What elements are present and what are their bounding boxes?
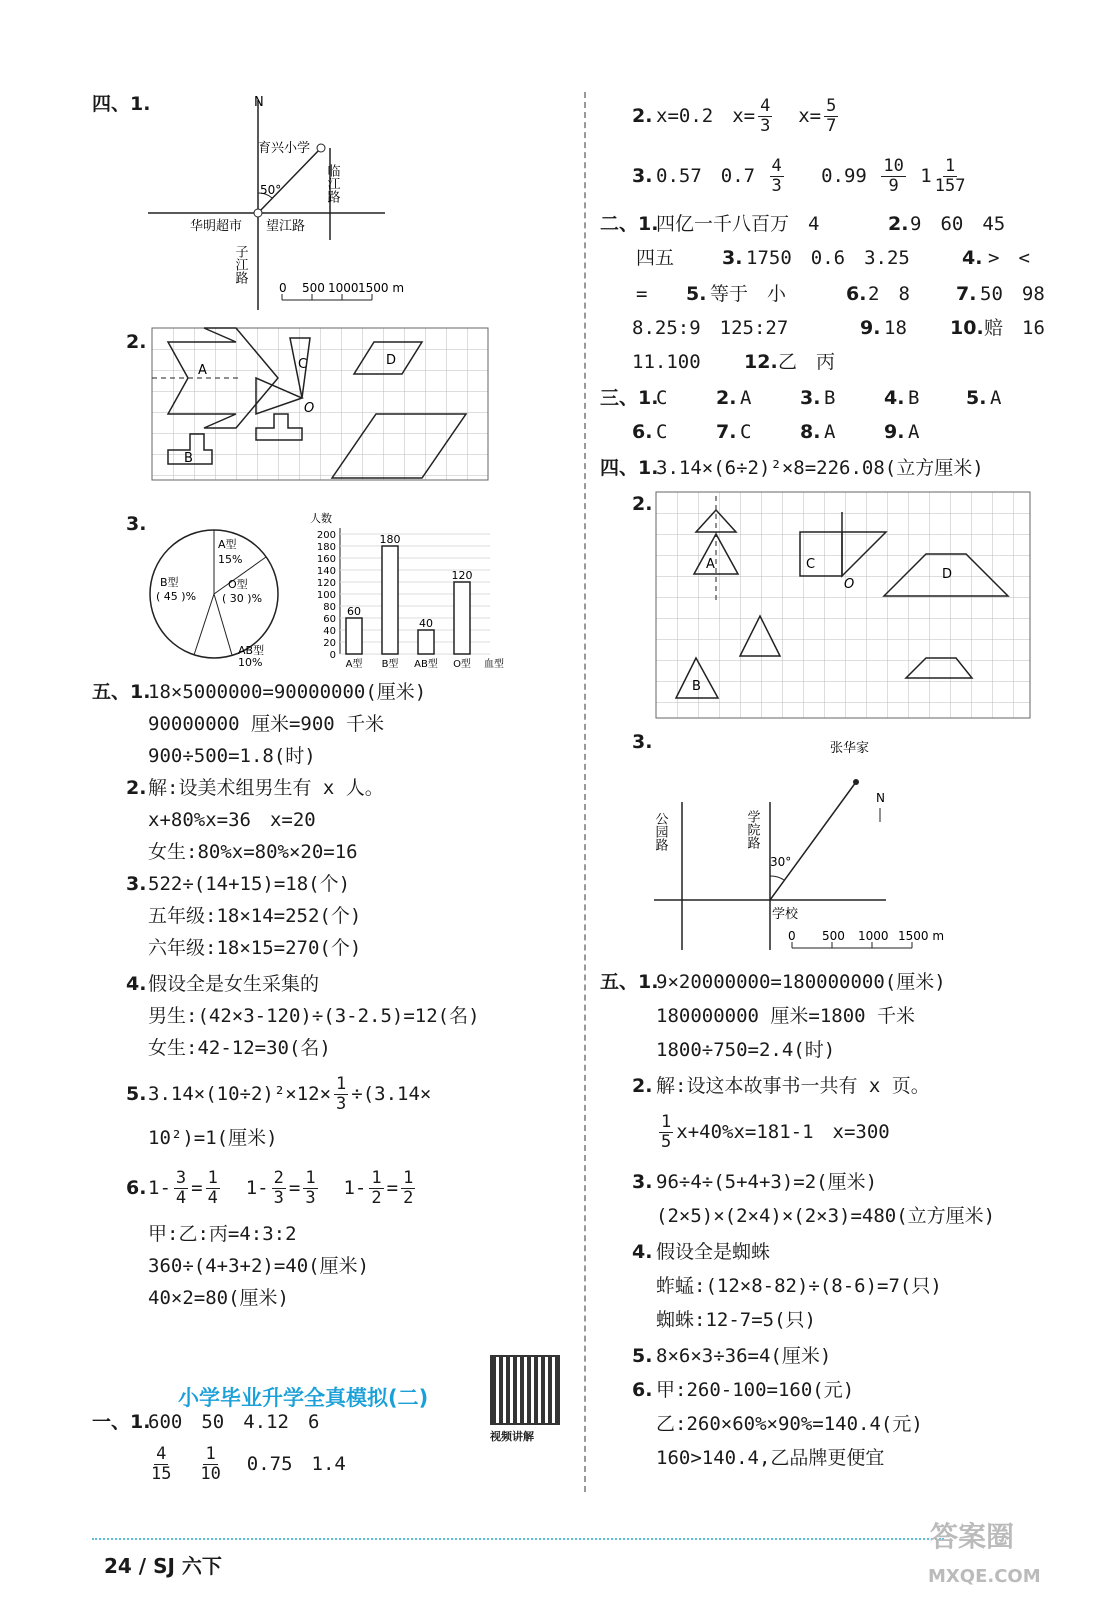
s2-q3: 1750 0.6 3.25 [746, 247, 910, 269]
s2-q5-label: 5. [686, 283, 707, 305]
pie-o-pct: ( 30 )% [222, 592, 263, 605]
s5r-q5-label: 5. [632, 1345, 653, 1367]
scale2-0: 0 [788, 929, 796, 943]
s3-a7: C [740, 421, 752, 443]
pie-b-label: B型 [160, 576, 179, 589]
s5r-q4-label: 4. [632, 1241, 653, 1263]
s5-q5-line2: 10²)=1(厘米) [148, 1127, 278, 1149]
s5-q6-line2: 甲:乙:丙=4:3:2 [148, 1223, 297, 1245]
x-tick-label: A型 [345, 659, 363, 670]
home-point [853, 779, 859, 785]
s5-q5-line1 [148, 1070, 431, 1118]
watermark: 答案圈 [930, 1520, 1015, 1553]
qr-code[interactable] [490, 1355, 560, 1425]
home-label: 张华家 [830, 741, 870, 756]
angle-label-2: 30° [770, 855, 792, 869]
s2-q6-label: 6. [846, 283, 867, 305]
s5-q1-line2: 90000000 厘米=900 千米 [148, 713, 385, 735]
s2-label: 二、1. [600, 213, 659, 235]
r2-label: 2. [632, 105, 653, 127]
label-d: D [386, 353, 397, 368]
road-mid-label: 望江路 [266, 219, 306, 234]
s5-q2-line2: x+80%x=36 x=20 [148, 809, 316, 831]
s4r-q2-label: 2. [632, 493, 653, 515]
s2-q1: 四亿一千八百万 4 [656, 213, 820, 235]
s2-q12-label: 12. [744, 351, 778, 373]
s5r-q4-line2: 蚱蜢:(12×8-82)÷(8-6)=7(只) [656, 1275, 942, 1297]
s5r-q6-label: 6. [632, 1379, 653, 1401]
bar-value-label: 40 [419, 617, 433, 630]
s5-q3-line2: 五年级:18×14=252(个) [148, 905, 362, 927]
watermark-url: MXQE.COM [928, 1566, 1041, 1587]
s2-q5: 等于 小 [710, 283, 787, 305]
pie-b-pct: ( 45 )% [156, 590, 197, 603]
x-tick-label: AB型 [414, 659, 438, 670]
s2-q6: 2 8 [868, 283, 910, 305]
y-tick-label: 20 [323, 638, 336, 649]
bar-value-label: 120 [451, 569, 473, 582]
s5r-q2-line1: 解:设这本故事书一共有 x 页。 [656, 1075, 930, 1097]
park-road-label: 公园路 [652, 812, 668, 851]
s5-q3-line1: 522÷(14+15)=18(个) [148, 873, 351, 895]
s5-q4-line3: 女生:42-12=30(名) [148, 1037, 331, 1059]
s3-label: 三、1. [600, 387, 659, 409]
s5r-q1-line1: 9×20000000=180000000(厘米) [656, 971, 946, 993]
s5-q5-fraction: $\frac{1}{3}$ [336, 1074, 347, 1114]
section-title-mock-2: 小学毕业升学全真模拟(二) [178, 1386, 429, 1410]
s2-q9: 18 [884, 317, 907, 339]
north-label: N [254, 95, 264, 110]
s3-l7: 7. [716, 421, 737, 443]
s2-q9-label: 9. [860, 317, 881, 339]
s4-q1-label: 四、1. [92, 93, 151, 115]
y-tick-label: 60 [323, 614, 336, 625]
s2-q8: 8.25:9 125:27 [632, 317, 789, 339]
pie-a-label: A型 [218, 538, 237, 551]
s2-q4: > < [988, 247, 1030, 269]
s5-q5-part-a: 3.14×(10÷2)²×12× [148, 1083, 332, 1105]
y-tick-label: 120 [316, 578, 336, 589]
x-tick-label: B型 [381, 659, 399, 670]
s5r-q6-line1: 甲:260-100=160(元) [656, 1379, 855, 1401]
college-road-label: 学院路 [744, 810, 760, 849]
s5r-q5-line1: 8×6×3÷36=4(厘米) [656, 1345, 832, 1367]
s3-a9: A [908, 421, 920, 443]
s5-q1-line3: 900÷500=1.8(时) [148, 745, 316, 767]
r2-line: x=0.2 x= $\frac{4}{3}$ x= $\frac{5}{7}$ [656, 96, 837, 136]
label-o2: O [844, 577, 855, 592]
grid-figure-1 [152, 328, 488, 484]
school-point [317, 144, 325, 152]
y-tick-label: 180 [316, 542, 336, 553]
s5-q6-label: 6. [126, 1177, 147, 1199]
s2-q2: 9 60 45 [910, 213, 1006, 235]
s5-label: 五、1. [92, 681, 151, 703]
bar-B型 [382, 546, 398, 654]
scale2-500: 500 [822, 929, 845, 943]
s5-q4-label: 4. [126, 973, 147, 995]
s5r-q6-line2: 乙:260×60%×90%=140.4(元) [656, 1413, 923, 1435]
s2-q4-cont: = [636, 283, 648, 305]
s4r-label: 四、1. [600, 457, 659, 479]
q2-label: 2. [126, 331, 147, 353]
s1-label: 一、1. [92, 1411, 151, 1433]
scale2-1500: 1500 m [898, 929, 945, 943]
s2-q7: 50 98 [980, 283, 1045, 305]
label-d2: D [942, 567, 953, 582]
y-tick-label: 0 [329, 650, 336, 661]
s3-a8: A [824, 421, 836, 443]
scale-500: 500 [302, 281, 325, 295]
s4r-q3-label: 3. [632, 731, 653, 753]
s2-q4-label: 4. [962, 247, 983, 269]
y-tick-label: 40 [323, 626, 336, 637]
bar-chart [300, 508, 510, 670]
s4r-q1: 3.14×(6÷2)²×8=226.08(立方厘米) [656, 457, 984, 479]
s5-q5-label: 5. [126, 1083, 147, 1105]
s2-q10: 赔 16 [984, 317, 1045, 339]
s5-q4-line2: 男生:(42×3-120)÷(3-2.5)=12(名) [148, 1005, 480, 1027]
school-label-2: 学校 [772, 907, 799, 922]
s2-q12: 乙 丙 [778, 351, 836, 373]
s3-a6: C [656, 421, 668, 443]
s5r-q4-line3: 蜘蛛:12-7=5(只) [656, 1309, 816, 1331]
y-tick-label: 80 [323, 602, 336, 613]
y-tick-label: 200 [316, 530, 336, 541]
s3-l9: 9. [884, 421, 905, 443]
scale-1000: 1000 [328, 281, 359, 295]
s5-q3-line3: 六年级:18×15=270(个) [148, 937, 362, 959]
s5-q6-line4: 40×2=80(厘米) [148, 1287, 289, 1309]
pie-o-label: O型 [228, 578, 248, 591]
s5r-q2-label: 2. [632, 1075, 653, 1097]
scale2-1000: 1000 [858, 929, 889, 943]
label-c: C [298, 357, 308, 372]
s2-q11: 11.100 [632, 351, 701, 373]
s3-a3: B [824, 387, 836, 409]
s3-a5: A [990, 387, 1002, 409]
s5r-q1-line2: 180000000 厘米=1800 千米 [656, 1005, 916, 1027]
s3-l5: 5. [966, 387, 987, 409]
s5-q3-label: 3. [126, 873, 147, 895]
label-b: B [184, 451, 193, 466]
bar-value-label: 60 [347, 605, 361, 618]
s5r-q3-line1: 96÷4÷(5+4+3)=2(厘米) [656, 1171, 878, 1193]
north-label-2: N [876, 791, 885, 805]
page-footer: 24 / SJ 六下 [104, 1554, 222, 1578]
s5-q6-line3: 360÷(4+3+2)=40(厘米) [148, 1255, 370, 1277]
y-axis-label: 人数 [310, 512, 332, 525]
bar-value-label: 180 [379, 533, 401, 546]
s5r-q6-line3: 160>140.4,乙品牌更便宜 [656, 1447, 885, 1469]
s5r-q1-line3: 1800÷750=2.4(时) [656, 1039, 836, 1061]
s3-l4: 4. [884, 387, 905, 409]
scale-1500: 1500 m [358, 281, 405, 295]
s5-q2-line1: 解:设美术组男生有 x 人。 [148, 777, 384, 799]
map-1 [140, 90, 405, 320]
s5r-q3-label: 3. [632, 1171, 653, 1193]
s3-a2: A [740, 387, 752, 409]
bar-O型 [454, 582, 470, 654]
label-o: O [304, 401, 315, 416]
label-b2: B [692, 679, 701, 694]
column-divider [584, 92, 586, 1492]
map-2 [650, 730, 960, 952]
s5-q4-line1: 假设全是女生采集的 [148, 973, 320, 995]
r3-line: 0.57 0.7 $\frac{4}{3}$ 0.99 $\frac{10}{9}$ 1 $\frac{1}{157}$ [656, 156, 966, 196]
s1-row2: $\frac{4}{15}$ $\frac{1}{10}$ 0.75 1.4 [151, 1444, 346, 1484]
s5r-q2-line2: $\frac{1}{5}$ x+40%x=181-1 x=300 [661, 1112, 890, 1152]
pie-chart [148, 528, 288, 668]
road-right-label: 临江路 [324, 164, 340, 203]
s5r-q4-line1: 假设全是蜘蛛 [656, 1241, 771, 1263]
s5-q1-line1: 18×5000000=90000000(厘米) [148, 681, 427, 703]
school-label: 育兴小学 [258, 141, 311, 156]
s2-q3-label: 3. [722, 247, 743, 269]
s5r-label: 五、1. [600, 971, 659, 993]
label-a: A [198, 363, 207, 378]
s3-l3: 3. [800, 387, 821, 409]
bar-AB型 [418, 630, 434, 654]
scale-0: 0 [279, 281, 287, 295]
q3-label: 3. [126, 513, 147, 535]
r3-label: 3. [632, 165, 653, 187]
s3-l2: 2. [716, 387, 737, 409]
store-point [254, 209, 262, 217]
s3-l8: 8. [800, 421, 821, 443]
y-tick-label: 140 [316, 566, 336, 577]
road-bottom-label: 子江路 [232, 245, 248, 284]
angle-label: 50° [260, 183, 282, 197]
s5-q5-part-b: ÷(3.14× [351, 1083, 432, 1105]
store-label: 华明超市 [190, 219, 243, 234]
s1-row1: 600 50 4.12 6 [148, 1411, 320, 1433]
footer-line [92, 1538, 944, 1540]
s5r-q3-line2: (2×5)×(2×4)×(2×3)=480(立方厘米) [656, 1205, 996, 1227]
s2-q7-label: 7. [956, 283, 977, 305]
pie-ab-label: AB型 [238, 644, 265, 657]
s3-a4: B [908, 387, 920, 409]
s2-q1-cont: 四五 [636, 247, 675, 269]
qr-label: 视频讲解 [490, 1430, 534, 1443]
label-a2: A [706, 557, 715, 572]
s5-q2-label: 2. [126, 777, 147, 799]
y-tick-label: 160 [316, 554, 336, 565]
s3-l6: 6. [632, 421, 653, 443]
s2-q2-label: 2. [888, 213, 909, 235]
s3-a1: C [656, 387, 668, 409]
s5-q6-fractions: 1- $\frac{3}{4}$ = $\frac{1}{4}$ 1- $\frac{2}{3}$ = $\frac{1}{3}$ 1- $\frac{1}{2}$ = $\frac{1}{2}$ [148, 1168, 414, 1208]
pie-ab-pct: 10% [238, 656, 263, 669]
bar-A型 [346, 618, 362, 654]
y-tick-label: 100 [316, 590, 336, 601]
s5-q2-line3: 女生:80%x=80%×20=16 [148, 841, 358, 863]
pie-a-pct: 15% [218, 553, 243, 566]
x-tick-label: O型 [453, 659, 471, 670]
label-c2: C [806, 557, 816, 572]
x-axis-label: 血型 [484, 659, 504, 670]
s2-q10-label: 10. [950, 317, 984, 339]
grid-figure-2 [656, 492, 1030, 720]
